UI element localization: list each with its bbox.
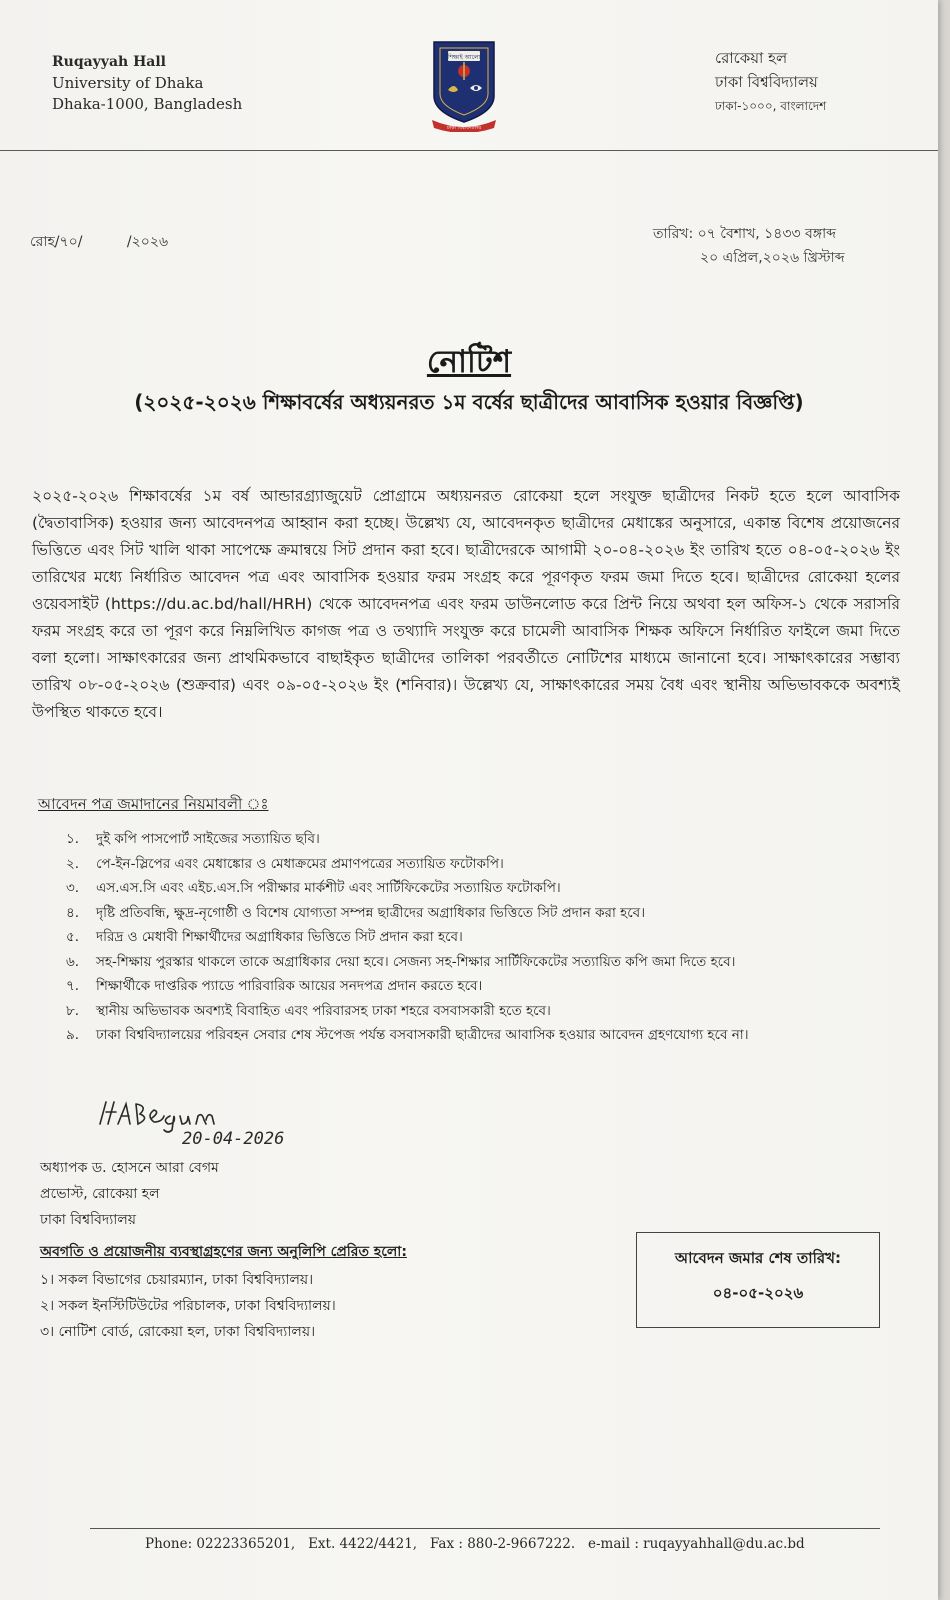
list-item: ৭. শিক্ষার্থীকে দাপ্তরিক প্যাডে পারিবারিক আয়ের সনদপত্র প্রদান করতে হবে। [66, 978, 483, 994]
list-item: ৮. স্থানীয় অভিভাবক অবশ্যই বিবাহিত এবং পরিবারসহ ঢাকা শহরে বসবাসকারী হতে হবে। [66, 1002, 551, 1019]
deadline-box [636, 1232, 880, 1328]
deadline-label: আবেদন জমার শেষ তারিখ: [675, 1249, 841, 1267]
list-item: ৩। নোটিশ বোর্ড, রোকেয়া হল, ঢাকা বিশ্ববিদ্যালয়। [40, 1324, 316, 1340]
list-item: ২. পে-ইন-স্লিপের এবং মেধাঙ্কোর ও মেধাক্রমের প্রমাণপত্রের সত্যায়িত ফটোকপি। [66, 855, 504, 872]
rules-list [66, 827, 926, 1048]
memo-date-english: ২০ এপ্রিল,২০২৬ খ্রিস্টাব্দ [700, 250, 845, 266]
signature-date: 20-04-2026 [182, 1129, 285, 1149]
deadline-date: ০৪-০৫-২০২৬ [712, 1284, 804, 1302]
hall-name-en: Ruqayyah Hall [52, 54, 167, 70]
list-item: ১। সকল বিভাগের চেয়ারম্যান, ঢাকা বিশ্ববিদ্যালয়। [40, 1272, 314, 1288]
footer-contact: Phone: 02223365201, Ext. 4422/4421, Fax : 880-2-9667222. e-mail : ruqayyahhall@du.ac.bd [145, 1536, 805, 1552]
list-item: ২। সকল ইনস্টিটিউটের পরিচালক, ঢাকা বিশ্ববিদ্যালয়। [40, 1298, 336, 1314]
header-divider [0, 150, 938, 151]
signatory-title: প্রভোস্ট, রোকেয়া হল [40, 1186, 160, 1202]
list-item: ৯. ঢাকা বিশ্ববিদ্যালয়ের পরিবহন সেবার শেষ স্টপেজ পর্যন্ত বসবাসকারী ছাত্রীদের আবাসিক হওয়ার আবেদন গ্রহণযোগ্য হবে না। [66, 1027, 749, 1043]
address-en: Dhaka-1000, Bangladesh [52, 95, 243, 113]
memo-reference: রোহ/৭০/ /২০২৬ [30, 234, 169, 250]
hall-name-bn: রোকেয়া হল [715, 49, 788, 67]
crest-motto: শিক্ষাই আলো [447, 54, 481, 61]
memo-date-bangla: তারিখ: ০৭ বৈশাখ, ১৪৩৩ বঙ্গাব্দ [653, 226, 836, 242]
university-name-bn: ঢাকা বিশ্ববিদ্যালয় [715, 73, 818, 91]
footer-divider [90, 1528, 880, 1529]
list-item: ৩. এস.এস.সি এবং এইচ.এস.সি পরীক্ষার মার্কশীট এবং সার্টিফিকেটের সত্যায়িত ফটোকপি। [66, 880, 561, 896]
notice-body: ২০২৫-২০২৬ শিক্ষাবর্ষের ১ম বর্ষ আন্ডারগ্র্যাজুয়েট প্রোগ্রামে অধ্যয়নরত রোকেয়া হলে সংযুক্ত ছাত্রীদের নিকট হতে হলে আবাসিক (দ্বৈতাবাসিক) হওয়ার জন্য আবেদনপত্র আহ্বান করা হচ্ছে। উল্লেখ্য যে, আবেদনকৃত ছাত্রীদের মেধাঙ্কের অনুসারে, একান্ত বিশেষ প্রয়োজনের ভিত্তিতে এবং সিট খালি থাকা সাপেক্ষে ক্রমান্বয়ে সিট প্রদান করা হবে। ছাত্রীদেরকে আগামী ২০-০৪-২০২৬ ইং তারিখ হতে ০৪-০৫-২০২৬ ইং তারিখের মধ্যে নির্ধারিত আবেদন পত্র এবং আবাসিক হওয়ার ফরম সংগ্রহ করে পূরণকৃত ফরম জমা দিতে হবে। ছাত্রীদের রোকেয়া হলের ওয়েবসাইট (https://du.ac.bd/hall/HRH) থেকে আবেদনপত্র এবং ফরম ডাউনলোড করে প্রিন্ট নিয়ে অথবা হল অফিস-১ থেকে সরাসরি ফরম সংগ্রহ করে তা পূরণ করে নিম্নলিখিত কাগজ পত্র ও তথ্যাদি সংযুক্ত করে চামেলী আবাসিক শিক্ষক অফিসে নির্ধারিত ফাইলে জমা দিতে বলা হলো। সাক্ষাৎকারের জন্য প্রাথমিকভাবে বাছাইকৃত ছাত্রীদের তালিকা পরবর্তীতে নোটিশের মাধ্যমে জানানো হবে। সাক্ষাৎকারের সম্ভাব্য তারিখ ০৮-০৫-২০২৬ (শুক্রবার) এবং ০৯-০৫-২০২৬ ইং (শনিবার)। উল্লেখ্য যে, সাক্ষাৎকারের সময় বৈধ এবং স্থানীয় অভিভাবককে অবশ্যই উপস্থিত থাকতে হবে। [32, 487, 900, 721]
rules-heading: আবেদন পত্র জমাদানের নিয়মাবলী ঃ [38, 795, 269, 813]
address-bn: ঢাকা-১০০০, বাংলাদেশ [715, 99, 827, 113]
university-name-en: University of Dhaka [52, 74, 204, 92]
signatory-name: অধ্যাপক ড. হোসনে আরা বেগম [40, 1160, 219, 1176]
list-item: ১. দুই কপি পাসপোর্ট সাইজের সত্যায়িত ছবি। [66, 831, 320, 847]
cc-heading: অবগতি ও প্রয়োজনীয় ব্যবস্থাগ্রহণের জন্য অনুলিপি প্রেরিত হলো: [40, 1244, 407, 1260]
list-item: ৫. দরিদ্র ও মেধাবী শিক্ষার্থীদের অগ্রাধিকার ভিত্তিতে সিট প্রদান করা হবে। [66, 929, 463, 945]
handwritten-signature [96, 1098, 336, 1154]
notice-subtitle: (২০২৫-২০২৬ শিক্ষাবর্ষের অধ্যয়নরত ১ম বর্ষের ছাত্রীদের আবাসিক হওয়ার বিজ্ঞপ্তি) [134, 390, 804, 414]
header-english [52, 52, 242, 115]
notice-title: নোটিশ [426, 344, 512, 380]
list-item: ৬. সহ-শিক্ষায় পুরস্কার থাকলে তাকে অগ্রাধিকার দেয়া হবে। সেজন্য সহ-শিক্ষার সার্টিফিকেটের সত্যায়িত কপি জমা দিতে হবে। [66, 953, 736, 970]
signatory-block [40, 1155, 219, 1233]
university-crest-icon [428, 38, 500, 132]
list-item: ৪. দৃষ্টি প্রতিবন্ধি, ক্ষুদ্র-নৃগোষ্ঠী ও বিশেষ যোগ্যতা সম্পন্ন ছাত্রীদের অগ্রাধিকার ভিত্তিতে সিট প্রদান করা হবে। [66, 904, 646, 921]
crest-banner: ঢাকা বিশ্ববিদ্যালয় [446, 125, 482, 131]
cc-list [40, 1267, 336, 1345]
signatory-org: ঢাকা বিশ্ববিদ্যালয় [40, 1212, 137, 1228]
header-bangla [715, 46, 826, 118]
